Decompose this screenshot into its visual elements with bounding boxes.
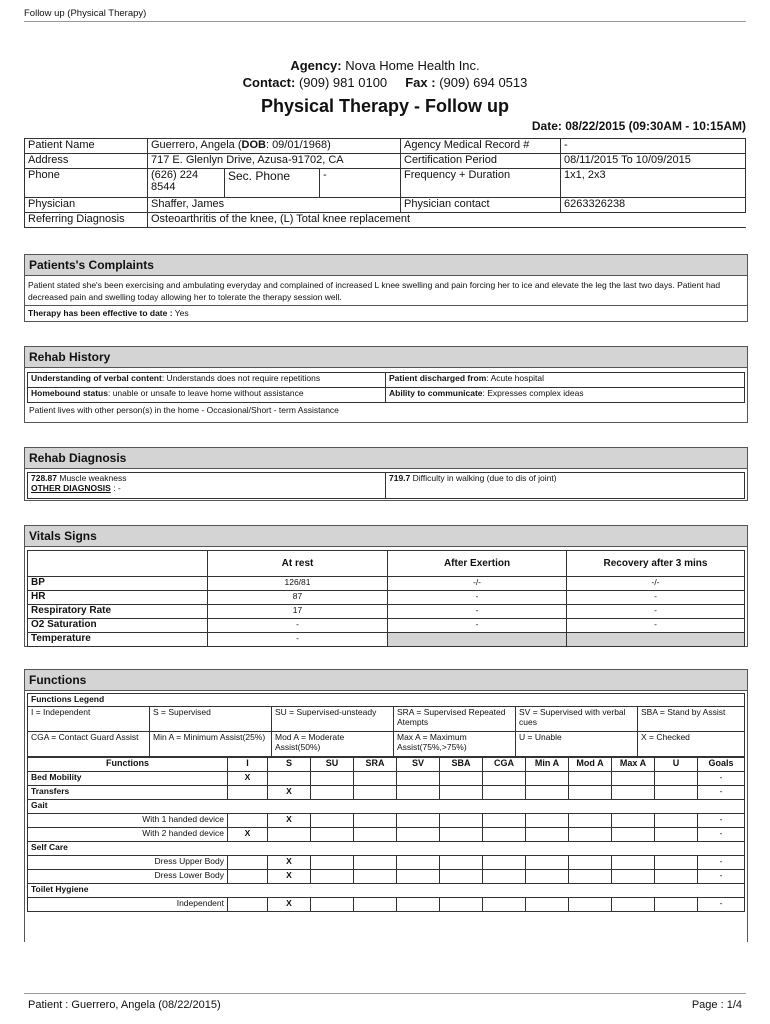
vitals-at-rest: - xyxy=(208,633,388,647)
patient-name-value xyxy=(148,139,401,154)
functions-cell xyxy=(569,898,612,912)
complaints-section xyxy=(24,254,748,322)
freq-value: 1x1, 2x3 xyxy=(561,169,746,198)
page-header: Follow up (Physical Therapy) xyxy=(24,8,147,19)
functions-cell xyxy=(311,814,354,828)
vitals-after-exertion: - xyxy=(388,605,567,619)
vitals-at-rest: 17 xyxy=(208,605,388,619)
visit-date: Date: 08/22/2015 (09:30AM - 10:15AM) xyxy=(531,119,746,133)
functions-cell xyxy=(569,772,612,786)
legend-item: U = Unable xyxy=(516,732,638,757)
legend-item: X = Checked xyxy=(638,732,745,757)
legend-item: I = Independent xyxy=(28,707,150,732)
functions-legend-title: Functions Legend xyxy=(28,694,745,707)
complaints-title: Patients's Complaints xyxy=(25,255,747,276)
functions-cell xyxy=(483,828,526,842)
functions-cell xyxy=(655,870,698,884)
functions-group-label: Toilet Hygiene xyxy=(28,884,228,898)
discharged-cell xyxy=(386,373,745,388)
vitals-label: BP xyxy=(28,577,208,591)
vitals-table xyxy=(27,550,745,647)
functions-cell xyxy=(569,828,612,842)
functions-cell xyxy=(612,814,655,828)
functions-cell xyxy=(526,786,569,800)
vitals-section xyxy=(24,525,748,647)
functions-title: Functions xyxy=(25,670,747,691)
functions-cell xyxy=(311,786,354,800)
diagnosis-1-text: Muscle weakness xyxy=(59,473,127,483)
amr-label: Agency Medical Record # xyxy=(401,139,561,154)
functions-cell xyxy=(655,828,698,842)
functions-row-label: With 1 handed device xyxy=(28,814,228,828)
functions-table xyxy=(27,757,745,912)
patient-info-table xyxy=(24,138,746,228)
functions-cell xyxy=(397,898,440,912)
functions-cell xyxy=(483,856,526,870)
legend-item: S = Supervised xyxy=(150,707,272,732)
functions-column-header: CGA xyxy=(483,758,526,772)
vitals-recovery xyxy=(567,633,745,647)
vitals-at-rest: 126/81 xyxy=(208,577,388,591)
vitals-recovery: - xyxy=(567,591,745,605)
functions-cell: X xyxy=(268,786,311,800)
functions-cell xyxy=(311,898,354,912)
functions-column-header: Mod A xyxy=(569,758,612,772)
agency-label: Agency: xyxy=(290,58,342,73)
functions-cell xyxy=(228,898,268,912)
functions-cell xyxy=(228,870,268,884)
functions-row xyxy=(28,870,745,884)
functions-row-label: Independent xyxy=(28,898,228,912)
functions-column-header: SV xyxy=(397,758,440,772)
functions-group-filler xyxy=(228,800,745,814)
homebound-cell xyxy=(28,388,386,403)
header-divider xyxy=(24,21,746,22)
functions-cell xyxy=(440,814,483,828)
ability-cell xyxy=(386,388,745,403)
vitals-header-blank xyxy=(28,551,208,577)
legend-item: CGA = Contact Guard Assist xyxy=(28,732,150,757)
rehab-history-table xyxy=(27,372,745,403)
functions-cell xyxy=(397,870,440,884)
phone-label: Phone xyxy=(25,169,148,198)
functions-cell xyxy=(526,870,569,884)
vitals-recovery: - xyxy=(567,619,745,633)
diagnosis-2-cell xyxy=(386,473,745,499)
functions-cell xyxy=(612,828,655,842)
vitals-after-exertion xyxy=(388,633,567,647)
discharged-label: Patient discharged from xyxy=(389,373,487,383)
vitals-at-rest: - xyxy=(208,619,388,633)
functions-cell: X xyxy=(228,828,268,842)
functions-cell xyxy=(440,786,483,800)
legend-item: SU = Supervised-unsteady xyxy=(272,707,394,732)
functions-goal: - xyxy=(698,828,745,842)
functions-cell xyxy=(483,814,526,828)
functions-row xyxy=(28,828,745,842)
functions-row xyxy=(28,856,745,870)
vitals-recovery: -/- xyxy=(567,577,745,591)
functions-cell xyxy=(268,828,311,842)
functions-group-filler xyxy=(228,884,745,898)
phone-subtable xyxy=(148,169,400,197)
functions-cell xyxy=(526,898,569,912)
functions-cell xyxy=(569,786,612,800)
functions-column-header: Goals xyxy=(698,758,745,772)
functions-row-label: Dress Upper Body xyxy=(28,856,228,870)
functions-cell xyxy=(354,870,397,884)
physician-value: Shaffer, James xyxy=(148,198,401,213)
functions-goal: - xyxy=(698,870,745,884)
functions-row xyxy=(28,814,745,828)
vitals-row xyxy=(28,591,745,605)
vitals-title: Vitals Signs xyxy=(25,526,747,547)
functions-cell xyxy=(397,814,440,828)
functions-cell xyxy=(354,898,397,912)
functions-row-label: With 2 handed device xyxy=(28,828,228,842)
ability-value: : Expresses complex ideas xyxy=(482,388,584,398)
functions-cell xyxy=(655,856,698,870)
functions-cell xyxy=(655,786,698,800)
functions-cell xyxy=(612,856,655,870)
legend-item: SV = Supervised with verbal cues xyxy=(516,707,638,732)
functions-cell xyxy=(483,786,526,800)
footer-page-number: Page : 1/4 xyxy=(691,999,742,1011)
vitals-row xyxy=(28,577,745,591)
functions-cell xyxy=(483,870,526,884)
vitals-after-exertion: - xyxy=(388,619,567,633)
vitals-label: Respiratory Rate xyxy=(28,605,208,619)
functions-section xyxy=(24,669,748,942)
functions-cell xyxy=(526,828,569,842)
address-value: 717 E. Glenlyn Drive, Azusa-91702, CA xyxy=(148,154,401,169)
functions-cell xyxy=(228,786,268,800)
lives-with-text: Patient lives with other person(s) in the home - Occasional/Short - term Assistance xyxy=(29,405,339,415)
freq-label: Frequency + Duration xyxy=(401,169,561,198)
functions-goal: - xyxy=(698,786,745,800)
functions-cell xyxy=(228,856,268,870)
vitals-row xyxy=(28,619,745,633)
functions-row-label: Dress Lower Body xyxy=(28,870,228,884)
functions-column-header: SBA xyxy=(440,758,483,772)
vitals-row xyxy=(28,633,745,647)
therapy-effective-label: Therapy has been effective to date : xyxy=(28,308,173,318)
functions-cell: X xyxy=(228,772,268,786)
functions-cell xyxy=(440,898,483,912)
functions-column-header: SU xyxy=(311,758,354,772)
physician-contact-value: 6263326238 xyxy=(561,198,746,213)
homebound-label: Homebound status xyxy=(31,388,108,398)
fax-label: Fax : xyxy=(405,75,436,90)
rehab-diagnosis-section xyxy=(24,447,748,501)
legend-item: Min A = Minimum Assist(25%) xyxy=(150,732,272,757)
patient-name-label: Patient Name xyxy=(25,139,148,154)
physician-contact-label: Physician contact xyxy=(401,198,561,213)
vitals-after-exertion: - xyxy=(388,591,567,605)
diagnosis-1-code: 728.87 xyxy=(31,473,57,483)
functions-goal: - xyxy=(698,898,745,912)
functions-cell xyxy=(397,856,440,870)
functions-column-header: S xyxy=(268,758,311,772)
functions-cell xyxy=(569,856,612,870)
ref-diagnosis-value: Osteoarthritis of the knee, (L) Total knee replacement xyxy=(148,213,746,228)
vitals-after-exertion: -/- xyxy=(388,577,567,591)
footer-divider xyxy=(24,993,746,994)
functions-row xyxy=(28,884,745,898)
vitals-recovery: - xyxy=(567,605,745,619)
ability-label: Ability to communicate xyxy=(389,388,483,398)
functions-cell: X xyxy=(268,814,311,828)
functions-cell xyxy=(526,856,569,870)
functions-cell xyxy=(569,870,612,884)
diagnosis-2-code: 719.7 xyxy=(389,473,411,483)
rehab-history-section xyxy=(24,346,748,423)
cert-label: Certification Period xyxy=(401,154,561,169)
vitals-at-rest: 87 xyxy=(208,591,388,605)
legend-item: Max A = Maximum Assist(75%,>75%) xyxy=(394,732,516,757)
functions-cell xyxy=(311,828,354,842)
address-label: Address xyxy=(25,154,148,169)
dob-label: DOB xyxy=(241,139,266,151)
functions-cell xyxy=(526,772,569,786)
functions-cell xyxy=(569,814,612,828)
functions-column-header: Max A xyxy=(612,758,655,772)
contact-label: Contact: xyxy=(242,75,296,90)
other-diagnosis-value: : - xyxy=(113,483,121,493)
functions-cell xyxy=(397,772,440,786)
functions-column-header: Min A xyxy=(526,758,569,772)
diagnosis-1-cell xyxy=(28,473,386,499)
functions-cell xyxy=(354,786,397,800)
rehab-diagnosis-title: Rehab Diagnosis xyxy=(25,448,747,469)
functions-group-filler xyxy=(228,842,745,856)
other-diagnosis-label: OTHER DIAGNOSIS xyxy=(31,483,111,493)
functions-cell xyxy=(440,828,483,842)
functions-row xyxy=(28,786,745,800)
functions-cell xyxy=(655,814,698,828)
functions-cell xyxy=(354,814,397,828)
functions-cell xyxy=(655,772,698,786)
functions-cell xyxy=(440,772,483,786)
document-title: Physical Therapy - Follow up xyxy=(260,96,510,116)
vitals-label: Temperature xyxy=(28,633,208,647)
functions-column-header: I xyxy=(228,758,268,772)
functions-column-header: Functions xyxy=(28,758,228,772)
functions-cell xyxy=(354,772,397,786)
fax-value: (909) 694 0513 xyxy=(439,75,528,90)
functions-cell xyxy=(397,786,440,800)
functions-row xyxy=(28,800,745,814)
therapy-effective xyxy=(25,306,747,321)
functions-row xyxy=(28,772,745,786)
functions-goal: - xyxy=(698,856,745,870)
physician-label: Physician xyxy=(25,198,148,213)
functions-row-label: Bed Mobility xyxy=(28,772,228,786)
functions-row xyxy=(28,842,745,856)
functions-cell xyxy=(612,772,655,786)
understanding-label: Understanding of verbal content xyxy=(31,373,162,383)
legend-item: SBA = Stand by Assist xyxy=(638,707,745,732)
footer-patient: Patient : Guerrero, Angela (08/22/2015) xyxy=(28,999,221,1011)
vitals-header-recovery: Recovery after 3 mins xyxy=(567,551,745,577)
functions-cell xyxy=(354,856,397,870)
functions-legend-table xyxy=(27,693,745,757)
understanding-value: : Understands does not require repetitions xyxy=(161,373,321,383)
phone-cell xyxy=(148,169,401,198)
functions-cell: X xyxy=(268,856,311,870)
vitals-label: HR xyxy=(28,591,208,605)
diagnosis-2-text: Difficulty in walking (due to dis of joint) xyxy=(412,473,557,483)
functions-column-header: SRA xyxy=(354,758,397,772)
contact-value: (909) 981 0100 xyxy=(298,75,388,90)
functions-cell: X xyxy=(268,898,311,912)
understanding-cell xyxy=(28,373,386,388)
functions-cell xyxy=(483,898,526,912)
functions-row xyxy=(28,898,745,912)
legend-item: Mod A = Moderate Assist(50%) xyxy=(272,732,394,757)
functions-cell xyxy=(397,828,440,842)
functions-cell xyxy=(311,870,354,884)
functions-cell xyxy=(612,898,655,912)
vitals-label: O2 Saturation xyxy=(28,619,208,633)
functions-cell xyxy=(440,856,483,870)
sec-phone-value: - xyxy=(323,169,327,181)
therapy-effective-value: Yes xyxy=(174,308,189,318)
complaints-text: Patient stated she's been exercising and ambulating everyday and complained of increased L knee swelling and pain forcing her to ice and elevate the leg the last two days. Patient had decreased pain and swelling today allowing her to tolerate the therapy session well. xyxy=(25,276,747,306)
vitals-header-after-exertion: After Exertion xyxy=(388,551,567,577)
functions-cell xyxy=(526,814,569,828)
dob-value: : 09/01/1968) xyxy=(265,139,331,151)
homebound-value: : unable or unsafe to leave home without assistance xyxy=(107,388,304,398)
functions-cell xyxy=(268,772,311,786)
functions-column-header: U xyxy=(655,758,698,772)
discharged-value: : Acute hospital xyxy=(486,373,544,383)
vitals-row xyxy=(28,605,745,619)
functions-cell xyxy=(440,870,483,884)
vitals-header-at-rest: At rest xyxy=(208,551,388,577)
functions-cell xyxy=(483,772,526,786)
functions-row-label: Transfers xyxy=(28,786,228,800)
agency-name: Nova Home Health Inc. xyxy=(345,58,480,73)
functions-group-label: Self Care xyxy=(28,842,228,856)
rehab-diagnosis-table xyxy=(27,472,745,499)
functions-cell xyxy=(612,870,655,884)
functions-goal: - xyxy=(698,814,745,828)
functions-group-label: Gait xyxy=(28,800,228,814)
contact-line xyxy=(0,75,770,90)
patient-name-text: Guerrero, Angela ( xyxy=(151,139,242,151)
functions-cell xyxy=(655,898,698,912)
sec-phone-label: Sec. Phone xyxy=(225,169,320,197)
functions-cell xyxy=(311,772,354,786)
legend-item: SRA = Supervised Repeated Atempts xyxy=(394,707,516,732)
functions-cell: X xyxy=(268,870,311,884)
ref-diagnosis-label: Referring Diagnosis xyxy=(25,213,148,228)
functions-cell xyxy=(354,828,397,842)
functions-cell xyxy=(612,786,655,800)
functions-goal: - xyxy=(698,772,745,786)
functions-cell xyxy=(311,856,354,870)
agency-line xyxy=(0,58,770,73)
phone-value: (626) 224 8544 xyxy=(148,169,225,197)
functions-cell xyxy=(228,814,268,828)
amr-value: - xyxy=(561,139,746,154)
rehab-history-title: Rehab History xyxy=(25,347,747,368)
cert-value: 08/11/2015 To 10/09/2015 xyxy=(561,154,746,169)
